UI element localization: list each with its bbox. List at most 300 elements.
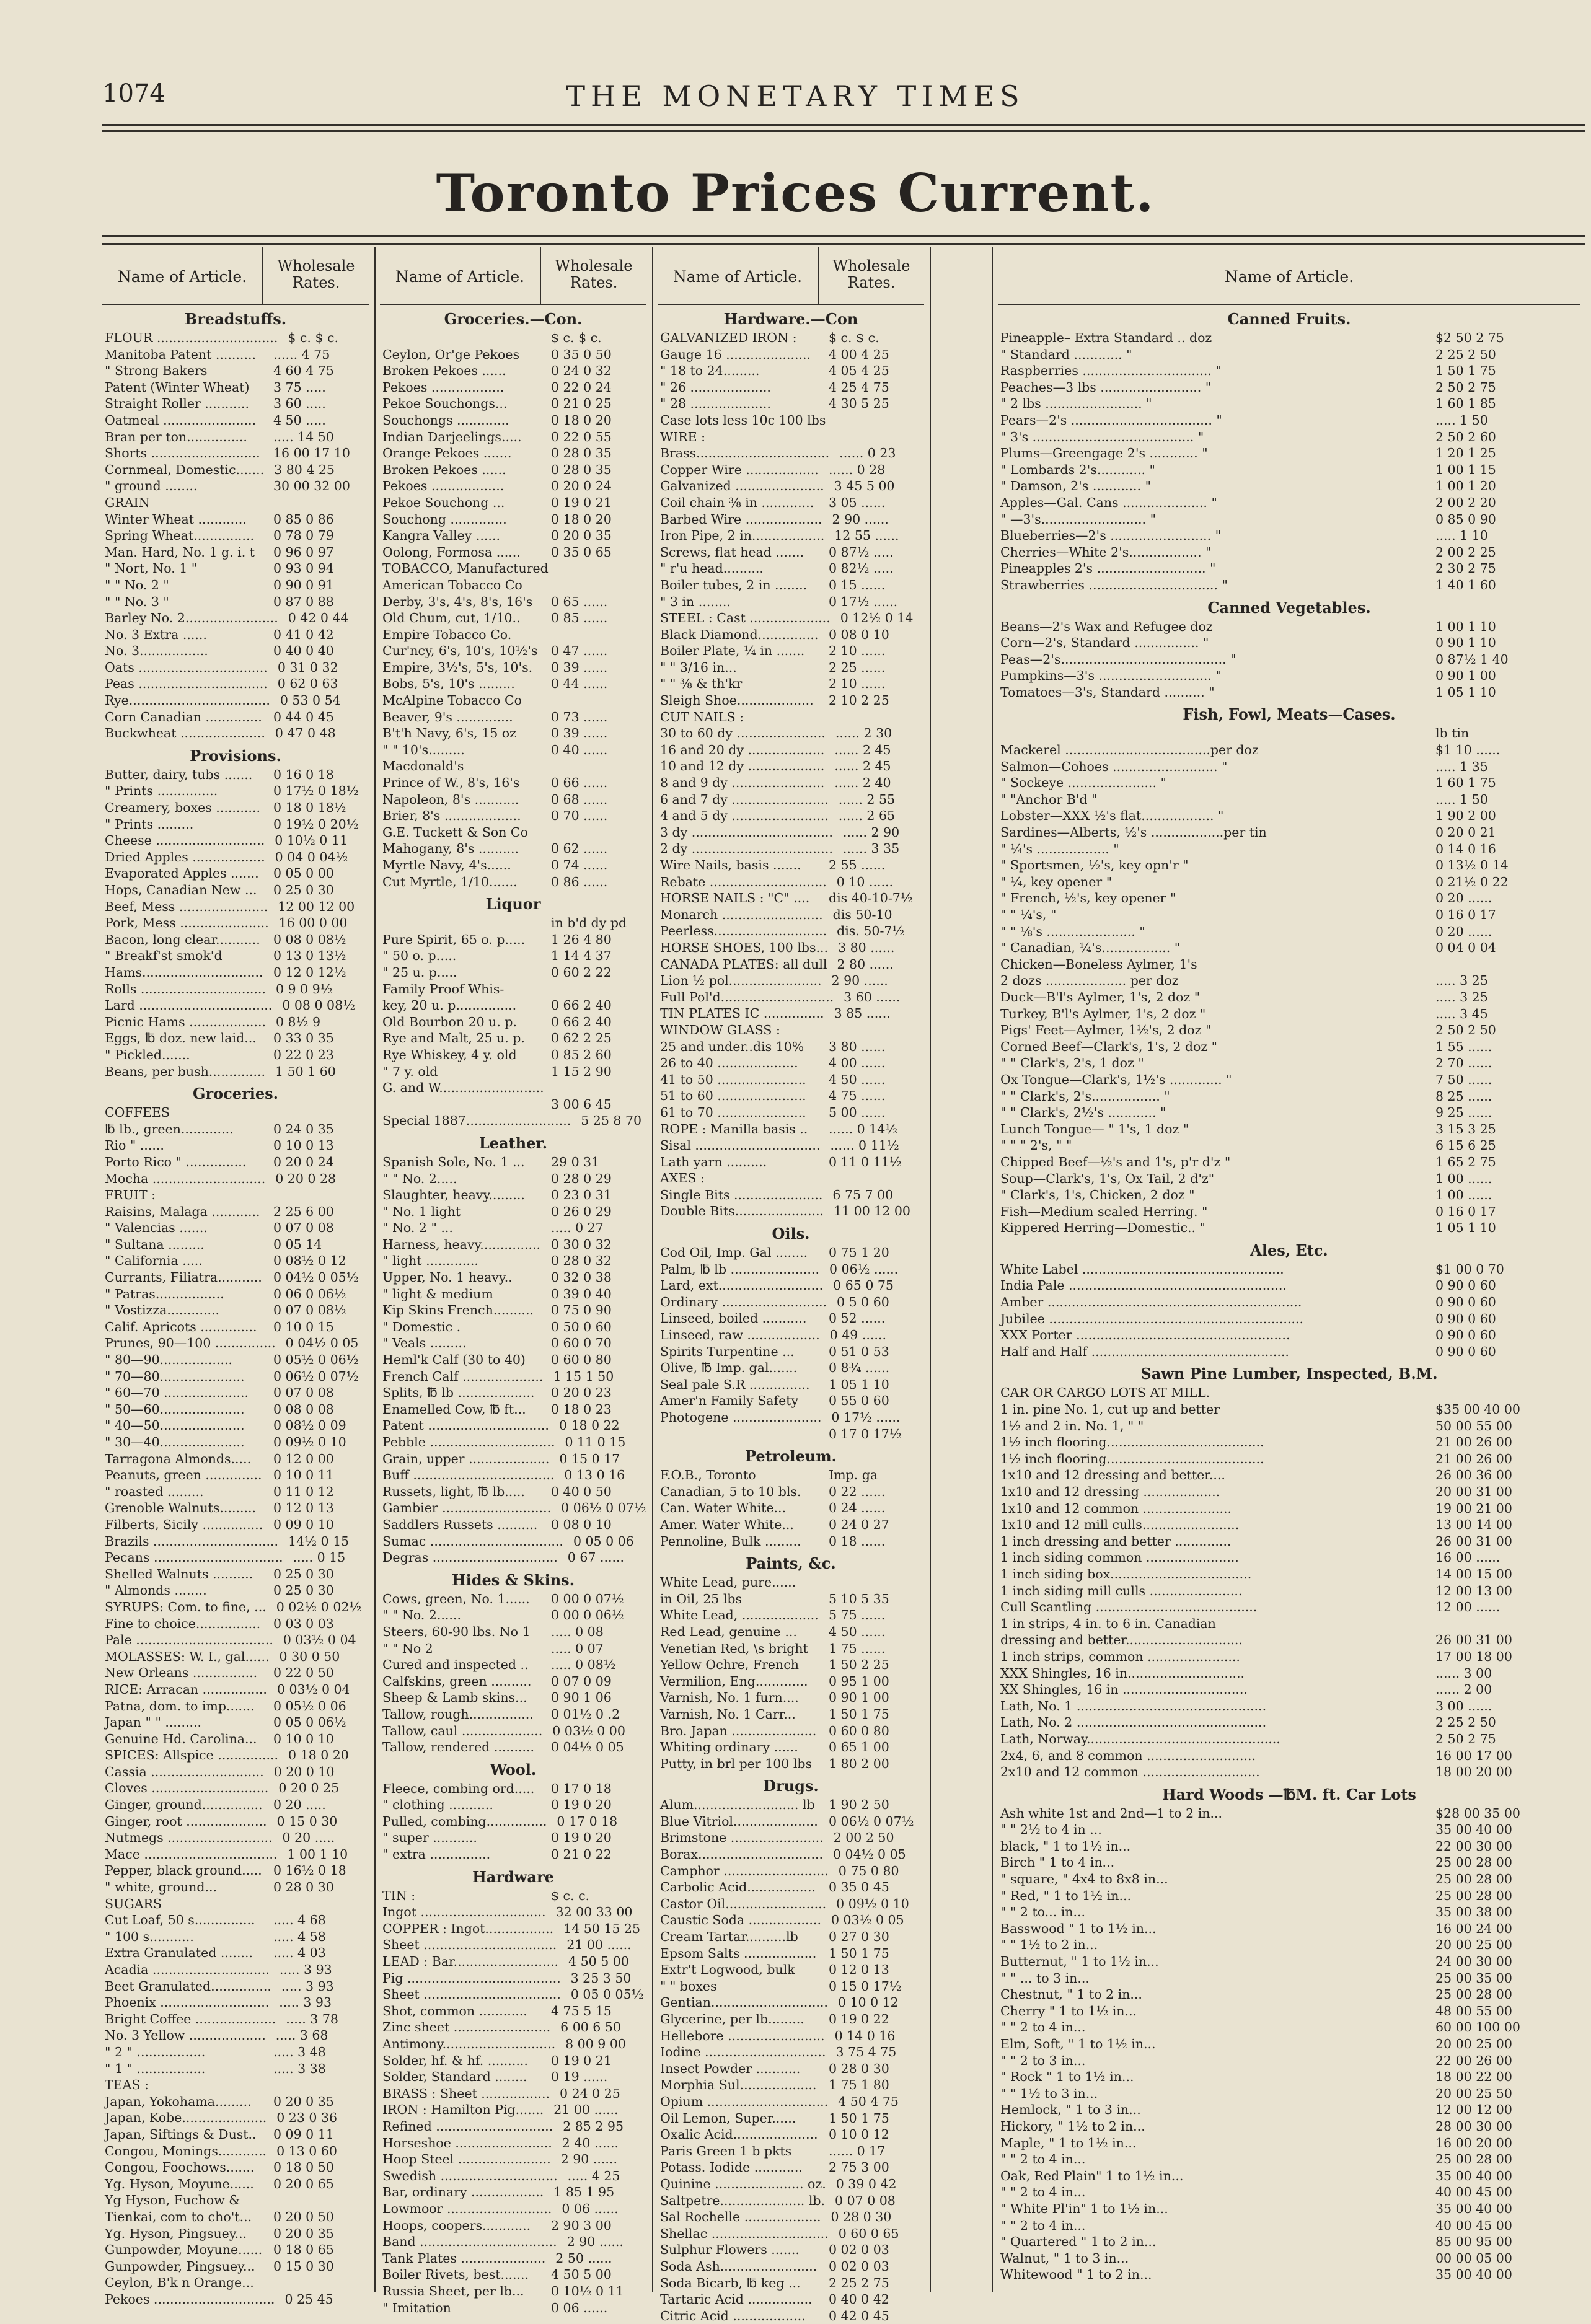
section-title: Drugs. [763, 1777, 819, 1795]
article-name: Black Diamond............... [660, 627, 819, 642]
table-row [102, 1846, 369, 1863]
article-price: ..... 3 38 [273, 2061, 326, 2076]
article-price: 0 05 0 05½ [570, 1987, 644, 2002]
article-price: 1 00 ...... [1435, 1171, 1492, 1186]
article-name: " white, ground... [105, 1880, 217, 1895]
article-name: Peerless............................ [660, 923, 827, 939]
table-row [102, 799, 369, 816]
article-price: 0 30 0 50 [279, 1648, 340, 1664]
article-name: Empire, 3½'s, 5's, 10's. [382, 659, 533, 675]
article-name: Cheese ........................... [105, 833, 265, 848]
table-row [998, 1072, 1580, 1088]
article-price: 20 00 25 50 [1435, 2085, 1512, 2101]
article-name: Beans, per bush.............. [105, 1063, 266, 1079]
article-price: 0 05½ 0 06½ [273, 1352, 359, 1368]
article-price: 0 24 ...... [829, 1500, 886, 1516]
article-name: " " 2 to... in... [1000, 1904, 1086, 1920]
table-row [380, 627, 646, 643]
table-row [998, 1714, 1580, 1731]
article-name: Peas ................................ [105, 676, 268, 692]
table-row [102, 1030, 369, 1047]
article-name: 1 in. pine No. 1, cut up and better [1000, 1402, 1220, 1417]
table-row [658, 1689, 924, 1706]
table-row [102, 1961, 369, 1978]
article-name: Sardines—Alberts, ½'s ..................per tin [1000, 825, 1267, 840]
article-name: Varnish, No. 1 furn.... [660, 1690, 799, 1706]
article-name: Alum.......................... lb [660, 1797, 815, 1813]
article-name: GRAIN [105, 495, 150, 510]
table-row [658, 989, 924, 1006]
table-row [380, 1533, 646, 1550]
table-row [380, 2283, 646, 2300]
table-row [998, 808, 1580, 824]
article-price [1426, 1384, 1580, 1401]
article-name: Ginger, root .................... [105, 1813, 267, 1829]
table-row [658, 659, 924, 676]
article-price: 5 10 5 35 [829, 1591, 889, 1606]
article-name: Saltpetre..................... lb. [660, 2193, 826, 2208]
article-price: 0 35 0 50 [551, 346, 612, 362]
table-row [998, 2118, 1580, 2135]
table-row [998, 651, 1580, 668]
table-row [998, 1327, 1580, 1344]
table-row [998, 824, 1580, 841]
table-row [998, 1277, 1580, 1294]
article-name: Nutmegs .......................... [105, 1830, 273, 1846]
table-row [658, 2209, 924, 2225]
article-name: Putty, in brl per 100 lbs [660, 1756, 813, 1771]
table-row [658, 2258, 924, 2275]
article-price: 0 62 0 63 [277, 676, 338, 692]
article-name: " 30—40..................... [105, 1435, 245, 1450]
table-row [658, 758, 924, 775]
article-price: 0 90 0 60 [1435, 1344, 1496, 1359]
article-price: 0 01½ 0 .2 [551, 1706, 620, 1722]
table-row [998, 1583, 1580, 1600]
article-price: 3 60 ...... [844, 989, 901, 1005]
article-name: Brass................................. [660, 446, 830, 461]
article-price: ..... 3 25 [1435, 973, 1488, 988]
article-price [541, 627, 646, 643]
article-price [263, 1187, 369, 1204]
article-price [263, 2192, 369, 2209]
article-name: " Sockeye ...................... " [1000, 775, 1166, 791]
article-name: Tienkai, com to cho't... [105, 2209, 252, 2224]
table-row [102, 1665, 369, 1681]
table-row [658, 560, 924, 577]
article-price: 1 90 2 50 [829, 1797, 889, 1813]
price-column [102, 247, 369, 2307]
article-price: 1 50 1 75 [829, 2110, 889, 2126]
table-row [102, 2192, 369, 2209]
article-name: Mackerel ....................................per doz [1000, 742, 1259, 758]
table-row [380, 2102, 646, 2118]
table-row [658, 1187, 924, 1204]
article-name: " Pickled....... [105, 1047, 190, 1062]
table-row [658, 2077, 924, 2093]
article-name: Can. Water White... [660, 1500, 787, 1516]
table-row [102, 931, 369, 948]
article-price: 0 22 ...... [829, 1484, 886, 1499]
article-name: Pure Spirit, 65 o. p..... [382, 931, 526, 947]
table-row [658, 742, 924, 759]
table-row [658, 511, 924, 528]
article-name: 1½ inch flooring....................................... [1000, 1451, 1264, 1466]
table-row [658, 1591, 924, 1608]
article-name: WINDOW GLASS : [660, 1022, 780, 1037]
table-row [658, 1121, 924, 1138]
article-name: American Tobacco Co [382, 577, 522, 592]
article-price: 12 55 ...... [834, 528, 899, 544]
article-name: Peanuts, green .............. [105, 1468, 262, 1483]
article-name: Ordinary .......................... [660, 1294, 827, 1309]
article-price: 35 00 40 00 [1435, 2267, 1512, 2282]
article-name: CANADA PLATES: all dull [660, 956, 827, 972]
article-price: 3 75 4 75 [835, 2045, 897, 2060]
article-price: ...... 0 11½ [830, 1138, 899, 1153]
article-price: 3 05 ...... [829, 495, 886, 510]
article-name: Boiler Plate, ¼ in ....... [660, 643, 805, 659]
column-divider [930, 247, 931, 2292]
article-name: Congou, Monings............ [105, 2143, 267, 2159]
article-price: 0 28 0 35 [551, 446, 612, 461]
article-price: 0 96 0 97 [273, 544, 334, 560]
article-name: Cornmeal, Domestic....... [105, 462, 265, 477]
article-name: Pale .................................. [105, 1632, 273, 1648]
article-price: 1 50 1 60 [275, 1063, 336, 1079]
article-price: 0 33 0 35 [273, 1031, 334, 1046]
article-price: $ c. $ c. [829, 330, 879, 345]
table-row [998, 1748, 1580, 1764]
article-price: 0 07 0 08½ [273, 1303, 346, 1318]
table-row [658, 1327, 924, 1344]
article-name: Red Lead, genuine ... [660, 1624, 797, 1639]
article-name: Rye................................... [105, 693, 270, 708]
article-price: 17 00 18 00 [1435, 1648, 1512, 1664]
article-price: 2 25 2 75 [829, 2275, 889, 2291]
table-row [998, 1821, 1580, 1838]
article-price: 0 18 0 50 [273, 2160, 334, 2175]
table-row [102, 577, 369, 594]
table-row [998, 379, 1580, 396]
table-row [998, 1384, 1580, 1401]
article-name: Corn—2's, Standard ................ " [1000, 635, 1209, 651]
article-price: 0 19 0 20 [551, 1830, 612, 1846]
table-row [998, 1632, 1580, 1648]
table-row [102, 2291, 369, 2308]
table-row [380, 610, 646, 627]
article-name: Grain, upper .................... [382, 1451, 550, 1466]
table-row [998, 1970, 1580, 1987]
table-row [998, 1187, 1580, 1204]
article-name: WIRE : [660, 429, 705, 444]
page-title: Toronto Prices Current. [436, 162, 1155, 224]
section-title: Ales, Etc. [1250, 1241, 1328, 1259]
article-name: Spring Wheat............... [105, 528, 254, 544]
article-name: Old Bourbon 20 u. p. [382, 1014, 518, 1029]
wholesale-rates-header: Wholesale Rates. [540, 247, 646, 304]
article-name: Ginger, ground............... [105, 1797, 263, 1813]
table-row [102, 379, 369, 396]
article-price: 0 95 1 00 [829, 1673, 889, 1689]
article-name [380, 915, 541, 931]
article-name: Copper Wire .................. [660, 462, 819, 477]
article-price: 0 13 0 60 [276, 2143, 337, 2159]
article-name: Borax............................... [660, 1847, 823, 1862]
article-name: Full Pol'd............................ [660, 989, 834, 1005]
article-name: Orange Pekoes ....... [382, 446, 512, 461]
table-row [102, 643, 369, 659]
section-title: Fish, Fowl, Meats—Cases. [1183, 705, 1396, 724]
article-price: 3 75 ..... [273, 379, 326, 395]
article-price: 1 00 1 20 [1435, 478, 1496, 494]
article-price: 0 60 0 80 [829, 1723, 889, 1738]
table-row [658, 462, 924, 478]
article-price: 0 21½ 0 22 [1435, 874, 1509, 889]
article-name: Chipped Beef—½'s and 1's, p'r d'z " [1000, 1154, 1231, 1169]
article-price: ..... 3 68 [275, 2028, 328, 2043]
article-name: CAR OR CARGO LOTS AT MILL. [1000, 1385, 1210, 1401]
table-row [998, 346, 1580, 363]
article-name: Pekoe Souchongs... [382, 396, 508, 412]
article-price: 0 53 0 54 [280, 693, 341, 708]
article-name: Varnish, No. 1 Carr... [660, 1706, 796, 1722]
article-price: 26 00 31 00 [1435, 1533, 1512, 1549]
article-price: 2 50 2 75 [1435, 1731, 1496, 1746]
article-name: " Prints ............... [105, 783, 218, 799]
article-name: " 25 u. p..... [382, 964, 457, 980]
article-price: 0 16½ 0 18 [273, 1863, 346, 1878]
article-name: " extra ............... [382, 1847, 491, 1862]
article-name: AXES : [660, 1171, 705, 1186]
article-name: Pebble ............................... [382, 1435, 555, 1450]
article-price: 1 15 2 90 [551, 1063, 612, 1079]
article-price: 2 90 ...... [831, 973, 888, 988]
article-price: 0 08 0 10 [551, 1516, 612, 1532]
article-price: 2 00 2 25 [1435, 544, 1496, 560]
article-price: 0 20 0 23 [551, 1385, 612, 1401]
article-name: 1½ inch flooring....................................... [1000, 1435, 1264, 1450]
table-row [658, 676, 924, 692]
article-price: 0 15 ...... [829, 577, 886, 592]
table-row [102, 1912, 369, 1929]
article-name: Rebate ............................. [660, 874, 827, 889]
table-row [658, 2110, 924, 2127]
table-row [658, 1005, 924, 1022]
article-name: Tank Plates ..................... [382, 2250, 546, 2266]
table-row [998, 577, 1580, 594]
article-price: 0 09½ 0 10 [273, 1435, 346, 1450]
table-row [658, 395, 924, 412]
article-name: Apples—Gal. Cans ..................... " [1000, 495, 1217, 510]
article-name: Cows, green, No. 1...... [382, 1591, 530, 1606]
article-name: Bright Coffee .................... [105, 2011, 276, 2027]
article-name: F.O.B., Toronto [660, 1468, 756, 1483]
table-row [998, 857, 1580, 874]
article-name: " White Pl'in" 1 to 1½ in... [1000, 2201, 1168, 2216]
table-row [658, 2275, 924, 2292]
table-row [380, 1780, 646, 1797]
table-row [380, 1384, 646, 1401]
article-price: 60 00 100 00 [1435, 2020, 1520, 2035]
table-row [380, 395, 646, 412]
table-row [658, 330, 924, 346]
article-price: 1 50 1 75 [829, 1706, 889, 1722]
article-price: 0 70 ...... [551, 808, 608, 824]
article-name: GALVANIZED IRON : [660, 330, 797, 345]
table-row [998, 1854, 1580, 1871]
table-row [658, 956, 924, 973]
article-price: 0 12 0 13 [273, 1500, 334, 1516]
article-price: 0 20 0 10 [273, 1764, 335, 1779]
table-row [102, 1698, 369, 1715]
article-price: 12 00 13 00 [1435, 1583, 1512, 1598]
article-name: Salmon—Cohoes .......................... " [1000, 759, 1228, 774]
article-price: dis. 50-7½ [837, 923, 905, 939]
article-price: ..... 3 93 [279, 1962, 332, 1977]
table-row [380, 1401, 646, 1418]
article-price: 16 00 ...... [1435, 1550, 1501, 1565]
article-name: Yg Hyson, Fuchow & [105, 2193, 240, 2208]
table-row [380, 2184, 646, 2201]
article-name: " 40—50..................... [105, 1418, 245, 1433]
article-name: Pumpkins—3's ............................ " [1000, 668, 1222, 684]
table-row [380, 1220, 646, 1236]
article-price: 0 90 0 60 [1435, 1327, 1496, 1343]
table-row [380, 2250, 646, 2267]
article-price: 0 67 ...... [567, 1550, 625, 1565]
table-row [658, 857, 924, 874]
article-name: " " ⅛'s ...................... " [1000, 923, 1145, 939]
article-name: Amber ............................................................... [1000, 1295, 1302, 1310]
article-name: TOBACCO, Manufactured [382, 561, 549, 576]
article-name: Case lots less 10c 100 lbs [660, 412, 826, 428]
article-price: 1 65 2 75 [1435, 1154, 1496, 1169]
article-name: Iodine .............................. [660, 2045, 826, 2060]
article-price: 85 00 95 00 [1435, 2234, 1512, 2250]
table-row [998, 1516, 1580, 1533]
article-name: " 28 .................... [660, 396, 771, 412]
wholesale-rates-header: Wholesale Rates. [262, 247, 369, 304]
article-price: 0 20 ...... [1435, 891, 1492, 906]
article-name: Tomatoes—3's, Standard .......... " [1000, 684, 1215, 700]
article-price: 0 17½ ...... [831, 1410, 901, 1425]
article-price [819, 1170, 924, 1187]
article-name: XXX Shingles, 16 in............................. [1000, 1665, 1245, 1681]
article-price: 35 00 40 00 [1435, 2168, 1512, 2183]
article-price: 0 18 0 65 [273, 2242, 334, 2258]
article-name: Barbed Wire ................... [660, 511, 822, 527]
article-name: 2 dy ................................... [660, 841, 833, 856]
table-row [102, 1451, 369, 1468]
table-row [380, 1904, 646, 1921]
article-name: Duck—B'l's Aylmer, 1's, 2 doz " [1000, 989, 1201, 1005]
article-name: " clothing ........... [382, 1797, 493, 1813]
article-name: " " ... to 3 in... [1000, 1970, 1090, 1986]
article-name: Plums—Greengage 2's ............ " [1000, 446, 1208, 461]
table-row [380, 1986, 646, 2003]
article-name: Mocha ............................ [105, 1171, 266, 1186]
article-price: dis 50-10 [832, 907, 892, 922]
article-price: 22 00 30 00 [1435, 1838, 1512, 1854]
article-name: Extra Granulated ........ [105, 1945, 253, 1961]
article-price: 0 26 0 29 [551, 1204, 612, 1219]
article-price: 0 15 0 30 [273, 2258, 334, 2274]
article-name: Oak, Red Plain" 1 to 1½ in... [1000, 2168, 1184, 2183]
article-name: Olive, ℔ Imp. gal....... [660, 1360, 798, 1376]
table-row [102, 1714, 369, 1731]
table-row [380, 2266, 646, 2283]
table-row [380, 1187, 646, 1204]
article-name: Bar, ordinary .................. [382, 2185, 544, 2200]
table-row [102, 1236, 369, 1253]
article-price: 12 00 12 00 [1435, 2102, 1512, 2118]
article-price: 2 25 2 50 [1435, 346, 1496, 362]
table-row [380, 1368, 646, 1385]
article-name: Hops, Canadian New ... [105, 883, 257, 897]
table-row [380, 1739, 646, 1756]
article-name: " " ¼'s, " [1000, 907, 1057, 922]
article-name: Screws, flat head ....... [660, 544, 804, 560]
article-price: 0 75 0 80 [838, 1863, 899, 1878]
article-name: Solder, hf. & hf. .......... [382, 2053, 528, 2068]
article-price: 14½ 0 15 [288, 1533, 350, 1549]
article-price: 0 10 0 10 [273, 1731, 334, 1746]
article-name: 6 and 7 dy ........................ [660, 791, 829, 807]
article-price [826, 412, 924, 429]
article-price: 19 00 21 00 [1435, 1500, 1512, 1516]
table-row [102, 783, 369, 799]
article-name: Solder, Standard ........ [382, 2069, 527, 2085]
section-title: Petroleum. [745, 1447, 837, 1466]
article-price: 0 44 ...... [551, 676, 608, 692]
article-price: $1 00 0 70 [1435, 1261, 1504, 1277]
article-name: Canadian, 5 to 10 bls. [660, 1484, 801, 1499]
article-name: " " Clark's, 2½'s ............ " [1000, 1105, 1166, 1120]
article-name: Horseshoe ........................ [382, 2135, 552, 2150]
article-price: 4 00 ...... [829, 1055, 886, 1071]
table-row [380, 758, 646, 775]
table-row [998, 1871, 1580, 1888]
table-row [998, 478, 1580, 495]
table-row [658, 1039, 924, 1055]
article-name: Strawberries ................................ " [1000, 577, 1228, 592]
article-price: 0 9 0 9½ [275, 981, 333, 997]
table-row [380, 1549, 646, 1566]
article-name: Pork, Mess ...................... [105, 915, 269, 931]
table-row [998, 544, 1580, 561]
table-row [102, 1484, 369, 1500]
price-column [658, 247, 924, 2323]
table-row [102, 610, 369, 627]
article-price: 6 75 7 00 [832, 1187, 894, 1202]
article-name: key, 20 u. p............... [382, 998, 517, 1013]
table-row [998, 1599, 1580, 1616]
table-row [380, 1657, 646, 1673]
article-price: 5 25 8 70 [581, 1113, 642, 1129]
article-price: ..... 0 08½ [551, 1657, 616, 1673]
article-name: Empire Tobacco Co. [382, 627, 512, 642]
article-price: 0 02 0 03 [829, 2242, 889, 2258]
article-price: 16 00 24 00 [1435, 1921, 1512, 1936]
article-name: Paris Green 1 b pkts [660, 2143, 792, 2159]
article-name: " " boxes [660, 1978, 717, 1994]
table-row [380, 1937, 646, 1953]
article-name: Upper, No. 1 heavy.. [382, 1270, 513, 1285]
table-row [102, 2209, 369, 2225]
table-row [102, 412, 369, 429]
article-name: " " No. 2..... [382, 1171, 457, 1186]
